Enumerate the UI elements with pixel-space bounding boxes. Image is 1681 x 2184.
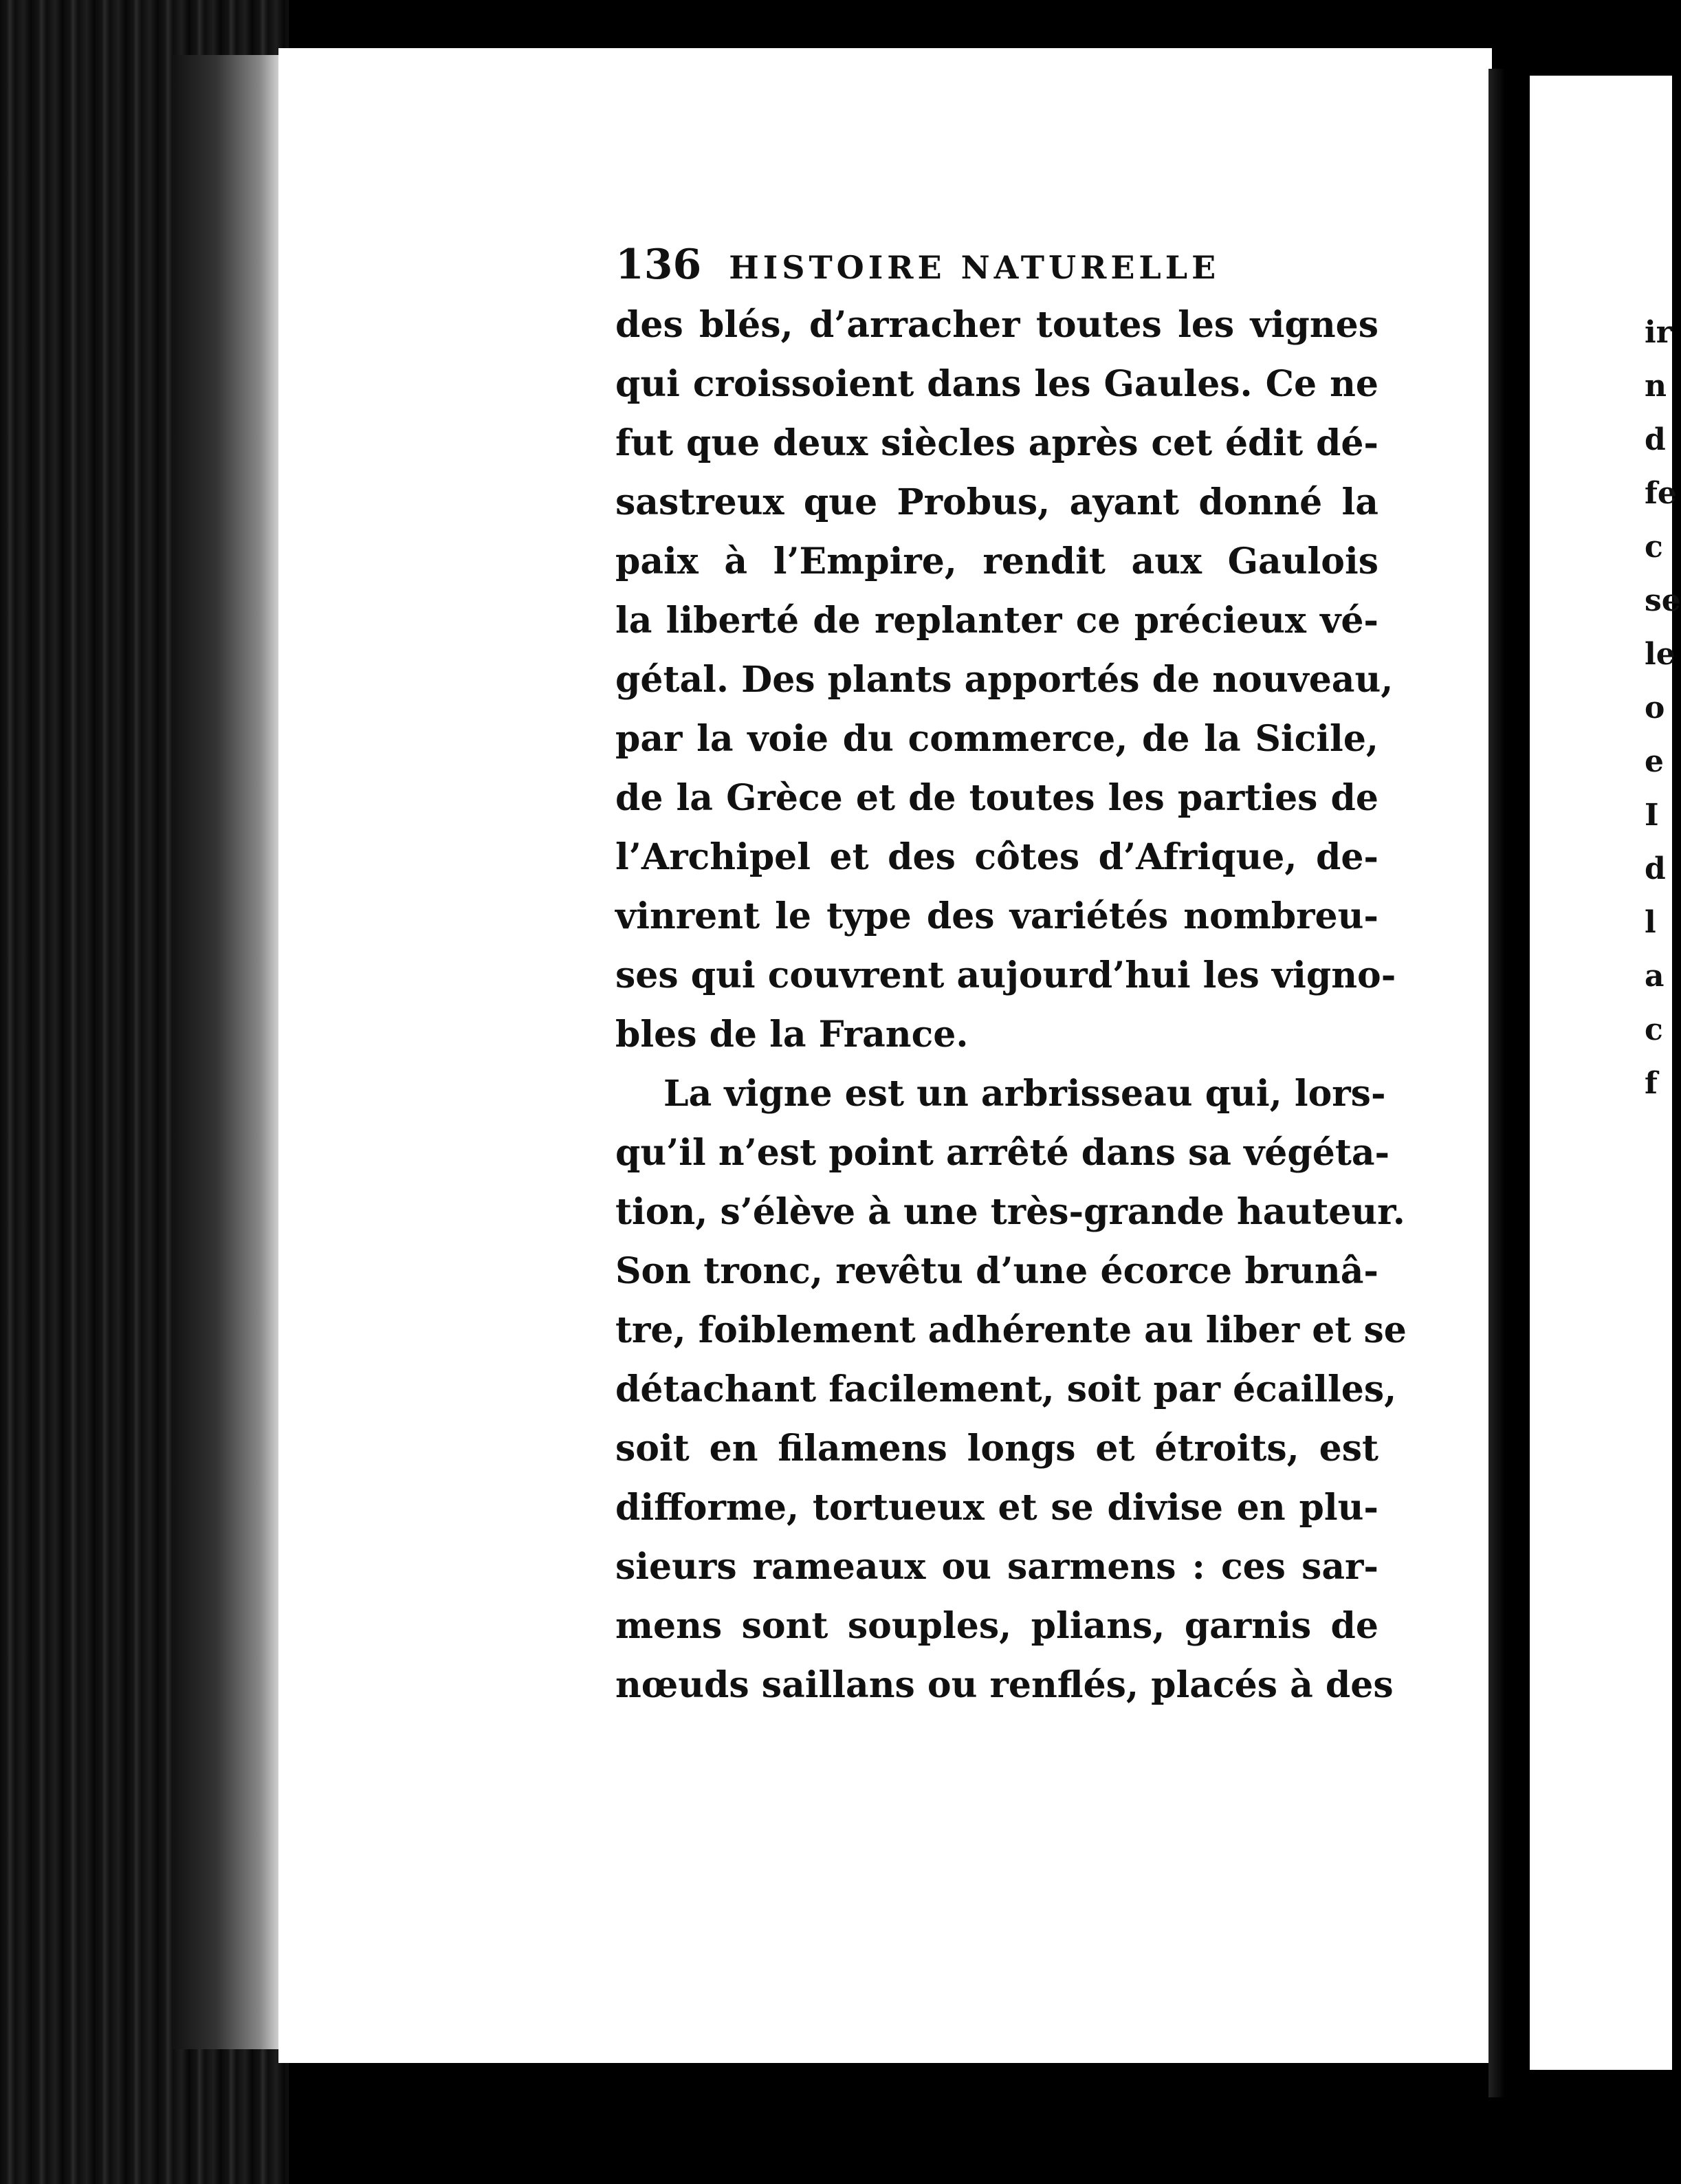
text-line: l’Archipel et des côtes d’Afrique, de- (615, 836, 1378, 878)
text-line: des blés, d’arracher toutes les vignes (615, 304, 1378, 346)
fragment-line: n (1645, 369, 1667, 404)
text-line: qui croissoient dans les Gaules. Ce ne (615, 363, 1378, 405)
text-line: bles de la France. (615, 1014, 969, 1056)
fragment-line: fe (1645, 476, 1677, 511)
text-line: la liberté de replanter ce précieux vé- (615, 600, 1378, 642)
text-line: vinrent le type des variétés nombreu- (615, 895, 1378, 937)
fragment-line: ir (1645, 315, 1672, 350)
page-number: 136 (615, 241, 702, 289)
book-gutter (1488, 69, 1530, 2097)
page-text-block (615, 241, 1407, 1715)
text-line: mens sont souples, plians, garnis de (615, 1605, 1378, 1647)
text-line: fut que deux siècles après cet édit dé- (615, 422, 1378, 464)
text-line: nœuds saillans ou renflés, placés à des (615, 1664, 1394, 1706)
fragment-line: se (1645, 583, 1681, 618)
paragraph-2 (615, 1064, 1407, 1715)
text-line: paix à l’Empire, rendit aux Gaulois (615, 540, 1378, 582)
text-line: sastreux que Probus, ayant donné la (615, 481, 1378, 523)
text-line: Son tronc, revêtu d’une écorce brunâ- (615, 1250, 1378, 1292)
fragment-line: le (1645, 637, 1675, 672)
fragment-line: o (1645, 690, 1665, 725)
page-edge-shadow (172, 55, 282, 2049)
fragment-line: d (1645, 422, 1666, 457)
text-line: ses qui couvrent aujourd’hui les vigno- (615, 954, 1396, 996)
text-line: détachant facilement, soit par écailles, (615, 1368, 1397, 1410)
fragment-line: I (1645, 798, 1659, 833)
text-line: par la voie du commerce, de la Sicile, (615, 718, 1378, 760)
fragment-line: c (1645, 1012, 1663, 1047)
paragraph-1 (615, 296, 1396, 1064)
running-head-title: HISTOIRE NATURELLE (729, 249, 1220, 286)
fragment-line: a (1645, 959, 1664, 994)
facing-page-text-fragments (1645, 306, 1681, 1111)
fragment-line: d (1645, 851, 1666, 886)
fragment-line: c (1645, 529, 1663, 565)
text-line: tion, s’élève à une très-grande hauteur. (615, 1191, 1405, 1233)
fragment-line: f (1645, 1066, 1658, 1101)
text-line: difforme, tortueux et se divise en plu- (615, 1487, 1378, 1529)
text-line: sieurs rameaux ou sarmens : ces sar- (615, 1546, 1378, 1588)
text-line: gétal. Des plants apportés de nouveau, (615, 659, 1394, 701)
fragment-line: e (1645, 744, 1664, 779)
text-line: La vigne est un arbrisseau qui, lors- (663, 1073, 1386, 1115)
fragment-line: l (1645, 905, 1656, 940)
text-line: de la Grèce et de toutes les parties de (615, 777, 1378, 819)
text-line: tre, foiblement adhérente au liber et se (615, 1309, 1407, 1351)
text-line: qu’il n’est point arrêté dans sa végéta- (615, 1132, 1390, 1174)
running-head (615, 241, 1378, 296)
text-line: soit en filamens longs et étroits, est (615, 1428, 1378, 1470)
